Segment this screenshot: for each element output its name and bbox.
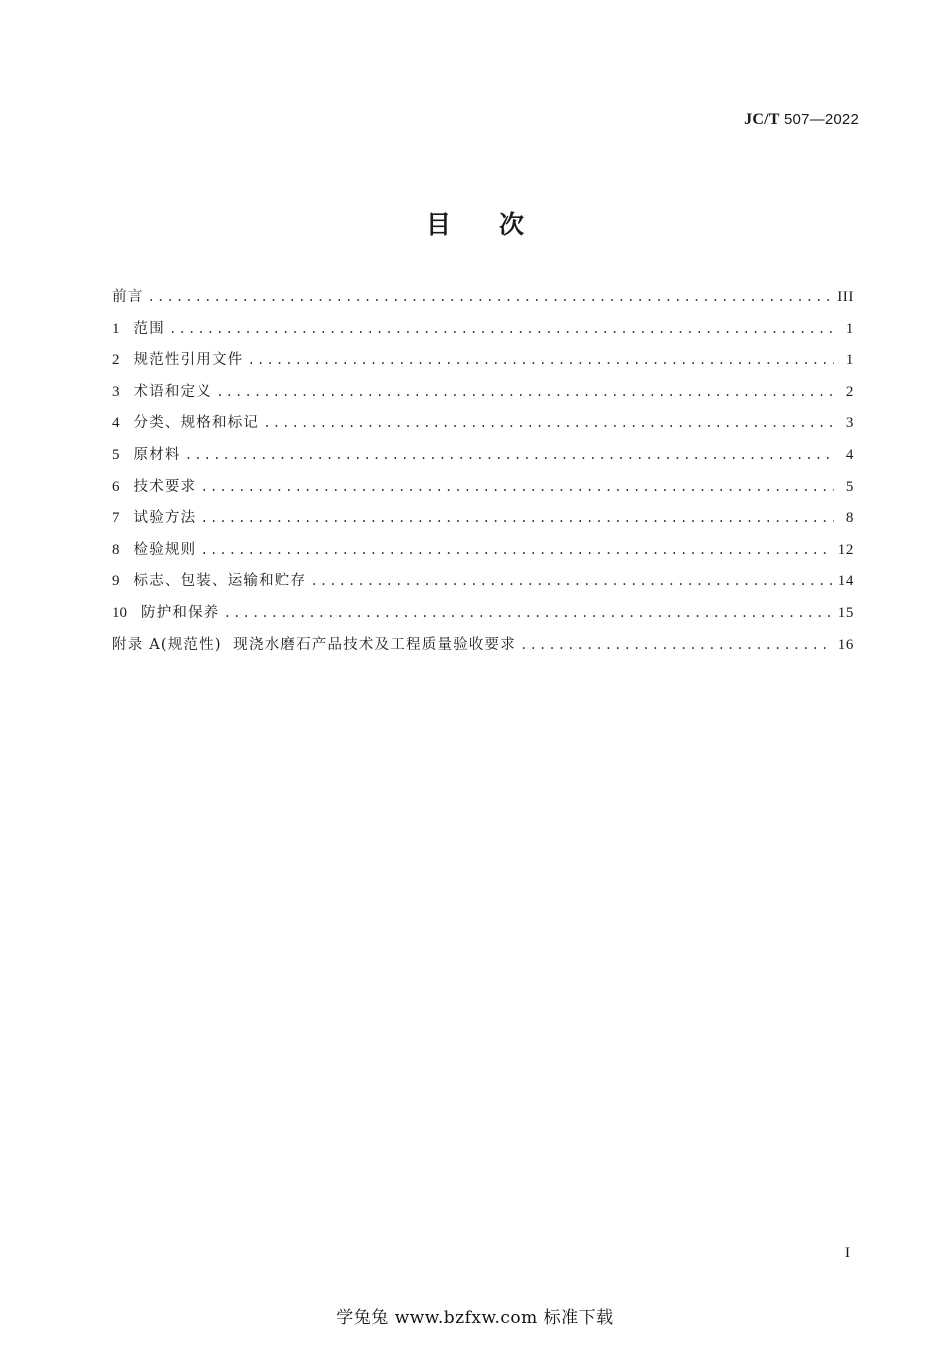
toc-leader-dots — [185, 440, 834, 472]
toc-entry-label: 术语和定义 — [133, 383, 212, 400]
toc-list — [112, 282, 854, 661]
toc-entry-label: 标志、包装、运输和贮存 — [133, 573, 307, 590]
toc-entry-label: 分类、规格和标记 — [133, 415, 260, 432]
toc-entry-number: 3 — [112, 383, 120, 400]
toc-entry-inspection-rules[interactable] — [112, 535, 854, 567]
toc-entry-page: 15 — [837, 604, 854, 621]
toc-entry-number: 8 — [112, 541, 120, 558]
toc-entry-label: 试验方法 — [133, 510, 197, 527]
toc-entry-annex-a[interactable] — [112, 630, 854, 662]
toc-leader-dots — [200, 535, 831, 567]
toc-leader-dots — [200, 503, 834, 535]
toc-entry-page: 3 — [845, 415, 854, 432]
standard-code-number: 507—2022 — [784, 111, 859, 128]
toc-entry-foreword[interactable] — [112, 282, 854, 314]
toc-entry-number: 9 — [112, 573, 120, 590]
toc-entry-number: 2 — [112, 352, 120, 369]
toc-entry-number: 6 — [112, 478, 120, 495]
toc-entry-normative-references[interactable] — [112, 345, 854, 377]
toc-entry-label: 检验规则 — [133, 541, 197, 558]
toc-entry-page: 1 — [845, 352, 854, 369]
toc-entry-protection-maintenance[interactable] — [112, 598, 854, 630]
toc-leader-dots — [200, 472, 834, 504]
toc-entry-page: 2 — [845, 383, 854, 400]
toc-entry-page: 5 — [845, 478, 854, 495]
toc-entry-marking-packaging[interactable] — [112, 566, 854, 598]
toc-entry-page: 12 — [837, 541, 854, 558]
toc-entry-page: 1 — [845, 320, 854, 337]
page-number: I — [845, 1245, 850, 1261]
toc-entry-label: 规范性引用文件 — [133, 352, 244, 369]
toc-entry-scope[interactable] — [112, 314, 854, 346]
toc-entry-raw-materials[interactable] — [112, 440, 854, 472]
toc-entry-page: 16 — [837, 636, 854, 653]
toc-entry-test-methods[interactable] — [112, 503, 854, 535]
toc-entry-number: 10 — [112, 604, 127, 621]
toc-leader-dots — [310, 566, 832, 598]
toc-entry-label: 范围 — [133, 320, 165, 337]
toc-entry-page: 4 — [845, 446, 854, 463]
toc-leader-dots — [169, 314, 834, 346]
standard-code — [744, 111, 859, 129]
toc-leader-dots — [263, 408, 834, 440]
toc-entry-page: III — [837, 289, 854, 305]
toc-leader-dots — [216, 377, 834, 409]
toc-leader-dots — [224, 598, 832, 630]
toc-entry-label: 技术要求 — [133, 478, 197, 495]
toc-entry-page: 14 — [837, 573, 854, 590]
toc-entry-label: 附录 A(规范性) 现浇水磨石产品技术及工程质量验收要求 — [112, 636, 516, 653]
toc-entry-label: 前言 — [112, 289, 144, 305]
footer-watermark: 学兔兔 www.bzfxw.com 标准下载 — [336, 1308, 614, 1328]
toc-entry-number: 5 — [112, 446, 120, 463]
toc-leader-dots — [520, 630, 832, 662]
standard-code-prefix: JC/T — [744, 111, 780, 128]
toc-title: 目次 — [425, 210, 572, 239]
toc-entry-number: 1 — [112, 320, 120, 337]
toc-entry-number: 7 — [112, 510, 120, 527]
toc-entry-page: 8 — [845, 510, 854, 527]
toc-entry-classification[interactable] — [112, 408, 854, 440]
toc-entry-number: 4 — [112, 415, 120, 432]
toc-entry-label: 原材料 — [133, 446, 181, 463]
toc-entry-label: 防护和保养 — [141, 604, 220, 621]
toc-entry-terms-definitions[interactable] — [112, 377, 854, 409]
toc-leader-dots — [247, 345, 834, 377]
toc-entry-technical-requirements[interactable] — [112, 472, 854, 504]
toc-leader-dots — [147, 282, 831, 314]
